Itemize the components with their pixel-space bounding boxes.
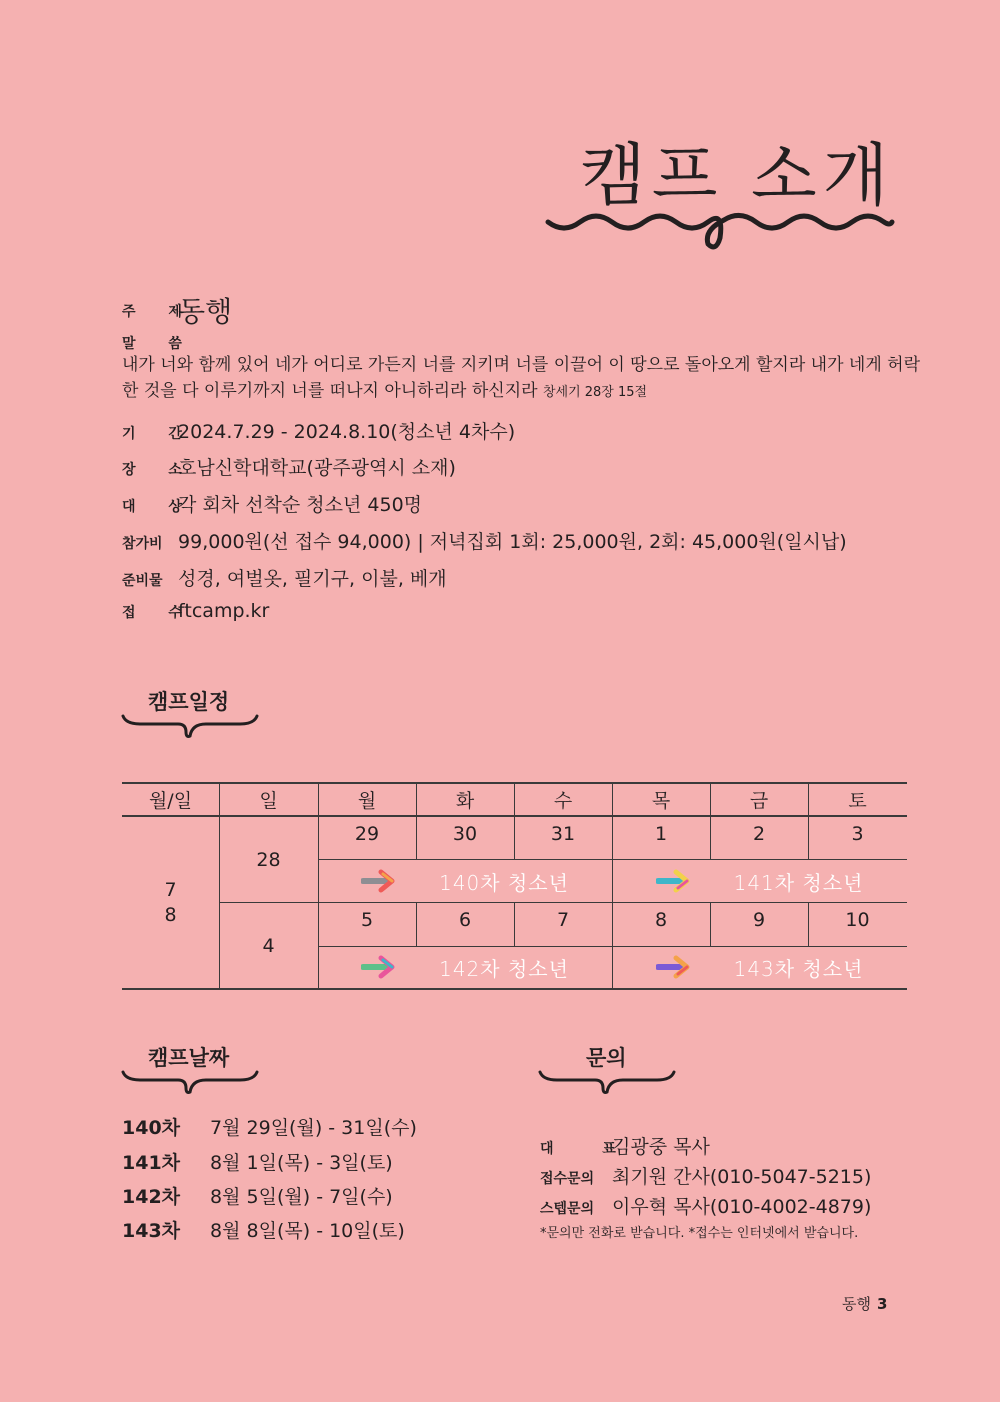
word-label: 말 씀: [122, 336, 196, 352]
camp-date-row-143: [122, 1216, 405, 1243]
target-label: 대 상: [122, 499, 196, 515]
fee-value: 99,000원(선 접수 94,000) | 저녁집회 1회: 25,000원, 2회: 45,000원(일시납): [178, 531, 847, 553]
page-title: 캠프 소개: [580, 137, 895, 216]
period-value: 2024.7.29 - 2024.8.10(청소년 4차수): [178, 421, 516, 443]
arrow-icon: [656, 954, 692, 980]
info-place: [122, 453, 456, 480]
week1-day-thu: 1: [654, 823, 668, 845]
theme-value: 동행: [178, 295, 233, 328]
week2-sunday: 4: [262, 934, 275, 957]
verse-reference: 창세기 28장 15절: [542, 385, 648, 400]
inquiry-reception: [540, 1162, 871, 1189]
header-fri: 금: [749, 790, 769, 812]
fee-label: 참가비: [122, 536, 163, 552]
camp-dates-141: 8월 1일(목) - 3일(토): [210, 1152, 393, 1174]
schedule-heading: 캠프일정: [148, 690, 230, 714]
header-wed: 수: [553, 790, 573, 812]
arrow-icon: [656, 868, 692, 894]
schedule-heading-bracket: [120, 712, 260, 742]
verse-text: 내가 너와 함께 있어 네가 어디로 가든지 너를 지키며 너를 이끌어 이 땅으로 돌아오게 할지라 내가 네게 허락한 것을 다 이루기까지 너를 떠나지 아니하리라 하신지라: [122, 355, 921, 401]
camp-date-row-141: [122, 1148, 393, 1175]
staff-label: 스텝문의: [540, 1201, 595, 1217]
camp-label-142: 142차 청소년: [439, 956, 569, 981]
week1-day-fri: 2: [752, 823, 766, 845]
camp-dates-143: 8월 8일(목) - 10일(토): [210, 1220, 405, 1242]
reception-label: 접수문의: [540, 1171, 595, 1187]
week1-day-tue: 30: [452, 823, 478, 845]
page-number: 3: [876, 1295, 888, 1313]
camp-label-143: 143차 청소년: [733, 956, 864, 981]
camp-label-140: 140차 청소년: [439, 870, 569, 895]
rep-value: 김광중 목사: [612, 1136, 710, 1158]
inquiry-note: *문의만 전화로 받습니다. *접수는 인터넷에서 받습니다.: [540, 1226, 859, 1241]
camp-dates-140: 7월 29일(월) - 31일(수): [210, 1117, 417, 1139]
inquiry-heading: 문의: [586, 1046, 627, 1070]
camp-round-143: 143차: [122, 1220, 181, 1242]
info-word: [122, 331, 196, 353]
week2-day-sat: 10: [845, 909, 870, 931]
place-label: 장 소: [122, 462, 196, 478]
arrow-icon: [361, 954, 397, 980]
inquiry-staff: [540, 1192, 871, 1219]
camp-dates-heading: 캠프날짜: [148, 1046, 230, 1070]
camp-dates-142: 8월 5일(월) - 7일(수): [210, 1186, 393, 1208]
header-thu: 목: [651, 790, 671, 812]
info-theme: [122, 290, 232, 330]
month-july: 7: [164, 878, 177, 901]
week1-day-mon: 29: [354, 823, 380, 845]
camp-round-142: 142차: [122, 1186, 181, 1208]
rep-label: 대 표: [540, 1141, 638, 1157]
week1-day-wed: 31: [550, 823, 576, 845]
week2-day-fri: 9: [752, 909, 766, 931]
week2-day-tue: 6: [458, 909, 472, 931]
camp-date-row-140: [122, 1113, 417, 1140]
header-month-day: 월/일: [148, 790, 193, 812]
footer-label: 동행: [842, 1295, 871, 1313]
header-sun: 일: [259, 790, 278, 812]
title-squiggle-decoration: [540, 200, 900, 256]
camp-round-140: 140차: [122, 1117, 181, 1139]
camp-date-row-142: [122, 1182, 393, 1209]
arrow-icon: [361, 868, 397, 894]
camp-band-141: [612, 860, 907, 902]
verse: [122, 352, 922, 406]
camp-band-142: [318, 946, 612, 988]
place-value: 호남신학대학교(광주광역시 소재): [178, 457, 456, 479]
target-value: 각 회차 선착순 청소년 450명: [178, 494, 423, 516]
week2-day-thu: 8: [654, 909, 668, 931]
month-august: 8: [164, 903, 177, 926]
supplies-value: 성경, 여벌옷, 필기구, 이불, 베개: [178, 568, 447, 590]
header-tue: 화: [455, 790, 475, 812]
info-register: [122, 600, 269, 622]
schedule-table: [122, 782, 907, 989]
info-target: [122, 490, 422, 517]
header-sat: 토: [848, 790, 867, 812]
camp-label-141: 141차 청소년: [733, 870, 864, 895]
week1-day-sat: 3: [851, 823, 864, 845]
reception-value: 최기원 간사(010-5047-5215): [612, 1166, 872, 1188]
week2-day-wed: 7: [556, 909, 570, 931]
month-cell: [122, 817, 219, 988]
camp-band-140: [318, 860, 612, 902]
inquiry-rep: [540, 1132, 710, 1159]
header-mon: 월: [357, 790, 377, 812]
info-supplies: [122, 564, 447, 591]
register-label: 접 수: [122, 605, 196, 621]
inquiry-heading-bracket: [537, 1068, 677, 1098]
camp-band-143: [612, 946, 907, 988]
theme-label: 주 제: [122, 303, 196, 320]
info-fee: [122, 527, 847, 554]
period-label: 기 간: [122, 426, 196, 442]
page-footer: [842, 1293, 887, 1314]
staff-value: 이우혁 목사(010-4002-4879): [612, 1196, 872, 1218]
supplies-label: 준비물: [122, 573, 163, 589]
camp-dates-heading-bracket: [120, 1068, 260, 1098]
register-link[interactable]: ftcamp.kr: [178, 600, 270, 622]
week1-sunday: 28: [256, 848, 281, 871]
camp-round-141: 141차: [122, 1152, 181, 1174]
week2-day-mon: 5: [360, 909, 374, 931]
info-period: [122, 417, 515, 444]
